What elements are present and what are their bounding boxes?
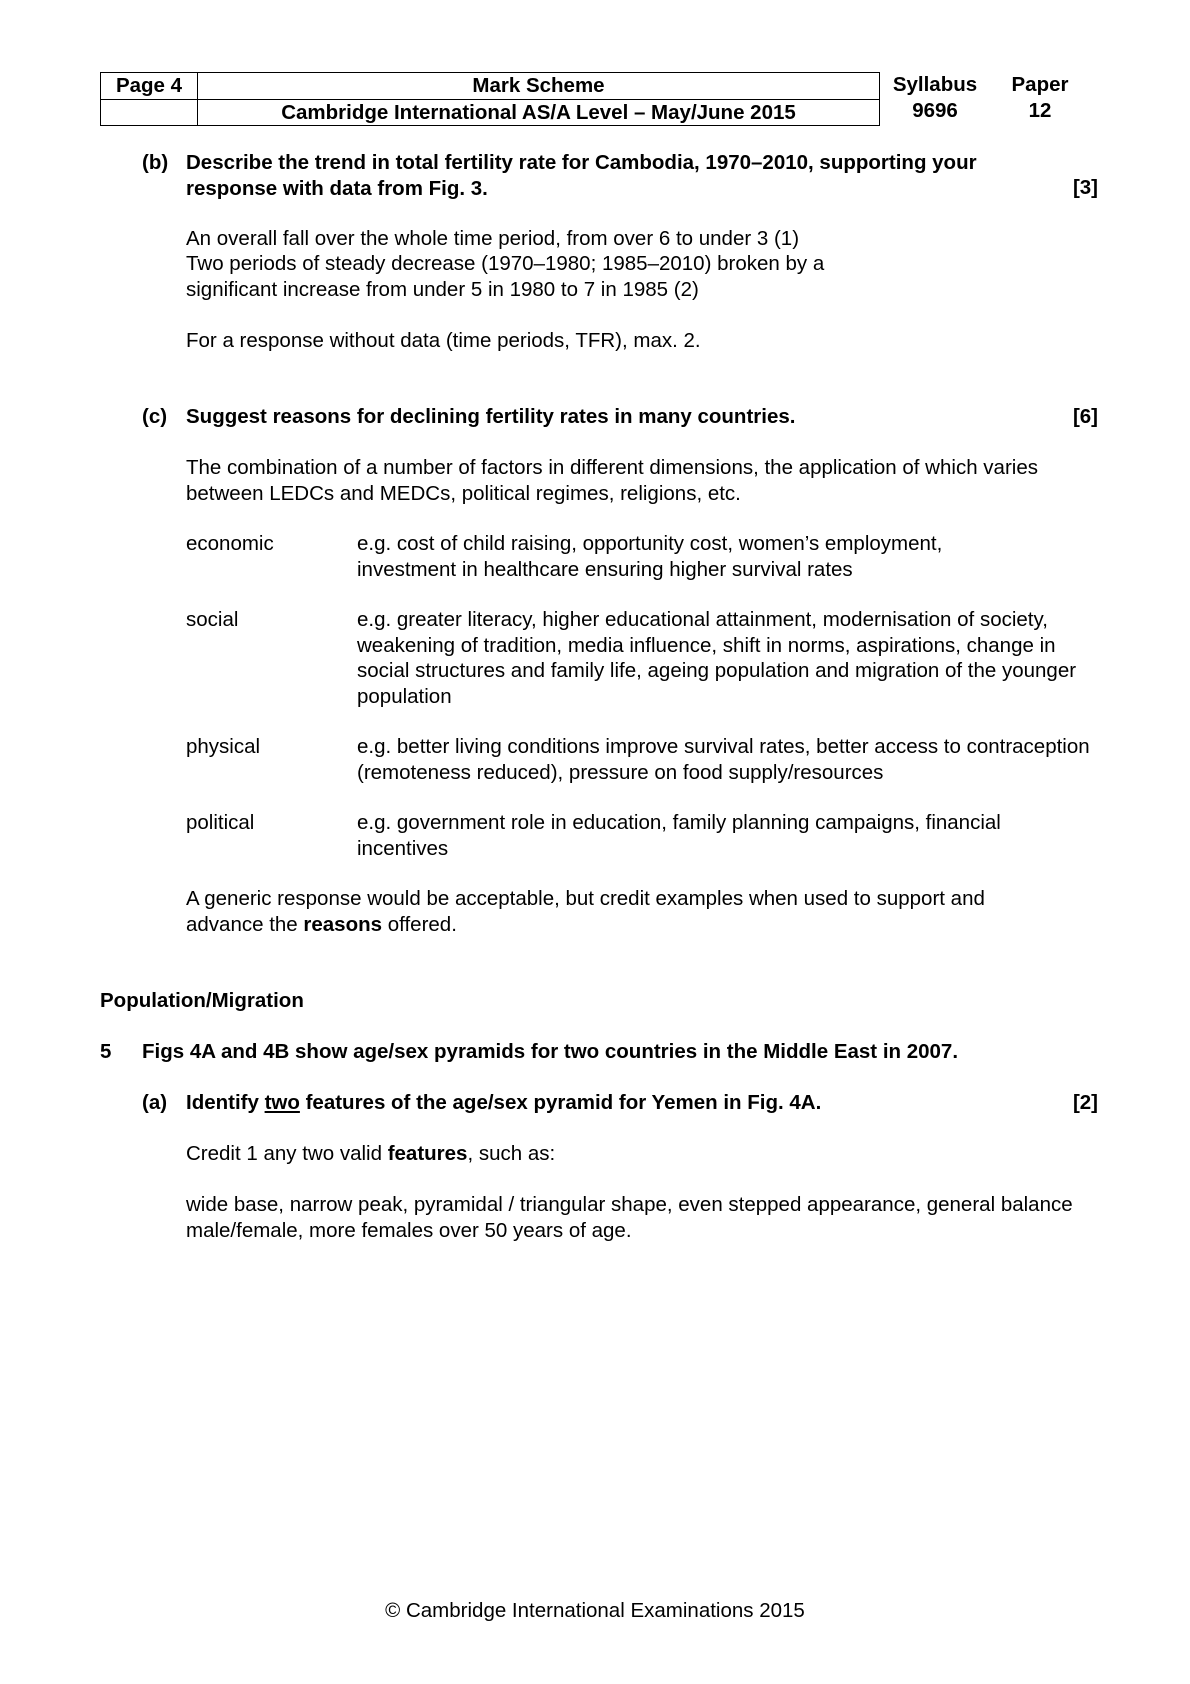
header-title: Mark Scheme — [198, 73, 880, 100]
footer-copyright: © Cambridge International Examinations 2015 — [385, 1599, 805, 1622]
part-b-label: (b) — [142, 151, 169, 174]
dimension-name: political — [186, 811, 255, 834]
part-c-intro: The combination of a number of factors in different dimensions, the application of which varies between LEDCs and MEDCs, political regimes, religions, etc. — [186, 456, 1038, 505]
part-a-label: (a) — [142, 1091, 168, 1114]
part-a-marks: [2] — [1072, 1091, 1098, 1114]
dimension-name: physical — [186, 735, 261, 758]
syllabus-label: Syllabus — [892, 73, 978, 96]
part-a-credit: Credit 1 any two valid features, such as: — [186, 1142, 556, 1165]
part-b-answer-1: An overall fall over the whole time period, from over 6 to under 3 (1) — [186, 227, 800, 250]
two-underlined: two — [264, 1091, 300, 1114]
section-heading: Population/Migration — [100, 989, 304, 1012]
part-a-question: Identify two features of the age/sex pyramid for Yemen in Fig. 4A. — [186, 1091, 822, 1114]
dimension-text: e.g. greater literacy, higher educational attainment, modernisation of society, weakening of tradition, media influence, shift in norms, aspirations, change in social structures and family life, ageing population and migration of the younger population — [357, 608, 1077, 708]
part-c-closing: A generic response would be acceptable, but credit examples when used to support and advance the reasons offered. — [186, 887, 985, 936]
part-b-question: Describe the trend in total fertility rate for Cambodia, 1970–2010, supporting your response with data from Fig. 3. — [186, 151, 977, 200]
paper-label: Paper — [1011, 73, 1069, 96]
syllabus-value: 9696 — [912, 99, 958, 122]
part-b-answer-2: Two periods of steady decrease (1970–1980; 1985–2010) broken by a significant increase from under 5 in 1980 to 7 in 1985 (2) — [186, 252, 825, 301]
part-a-features: wide base, narrow peak, pyramidal / triangular shape, even stepped appearance, general balance male/female, more females over 50 years of age. — [186, 1193, 1073, 1242]
header-subtitle: Cambridge International AS/A Level – May/June 2015 — [198, 99, 880, 126]
question-number: 5 — [100, 1040, 112, 1063]
dimension-name: social — [186, 608, 239, 631]
dimension-text: e.g. better living conditions improve survival rates, better access to contraception (remoteness reduced), pressure on food supply/resources — [357, 735, 1090, 784]
reasons-emphasis: reasons — [303, 912, 383, 936]
part-b-marks: [3] — [1072, 176, 1098, 199]
dimension-text: e.g. cost of child raising, opportunity cost, women’s employment, investment in healthcare ensuring higher survival rates — [357, 532, 943, 581]
paper-value: 12 — [1028, 99, 1052, 122]
header-table — [100, 72, 880, 126]
dimension-text: e.g. government role in education, family planning campaigns, financial incentives — [357, 811, 1001, 860]
part-c-marks: [6] — [1072, 405, 1098, 428]
features-emphasis: features — [387, 1142, 468, 1165]
dimension-name: economic — [186, 532, 274, 555]
part-c-question: Suggest reasons for declining fertility rates in many countries. — [186, 405, 796, 428]
part-c-label: (c) — [142, 405, 168, 428]
question-stem: Figs 4A and 4B show age/sex pyramids for two countries in the Middle East in 2007. — [142, 1040, 959, 1063]
part-b-note: For a response without data (time periods, TFR), max. 2. — [186, 329, 701, 352]
page-number: Page 4 — [101, 73, 198, 100]
